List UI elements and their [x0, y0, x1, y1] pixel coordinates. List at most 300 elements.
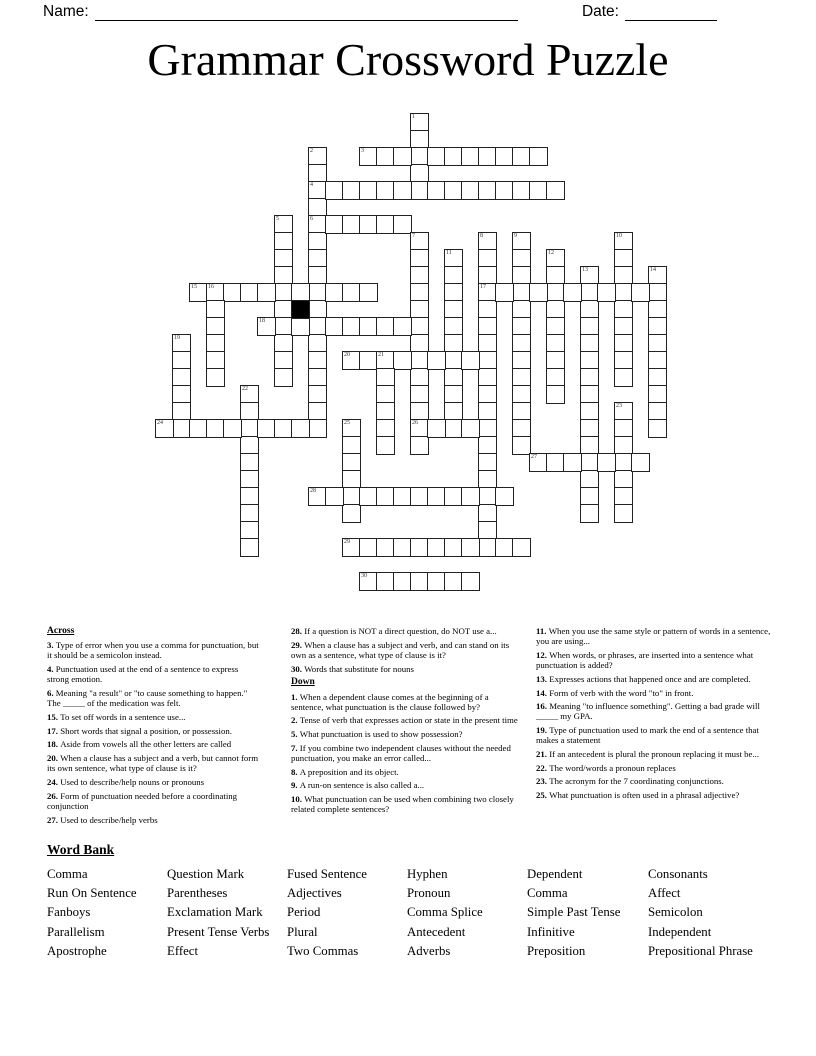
grid-cell[interactable]: [410, 402, 429, 421]
grid-cell[interactable]: [648, 283, 667, 302]
grid-cell[interactable]: [580, 334, 599, 353]
grid-cell[interactable]: [512, 368, 531, 387]
grid-cell[interactable]: [240, 504, 259, 523]
grid-cell[interactable]: [597, 283, 616, 302]
grid-cell[interactable]: [563, 453, 582, 472]
grid-cell[interactable]: [410, 249, 429, 268]
grid-cell[interactable]: [308, 351, 327, 370]
grid-cell[interactable]: [308, 402, 327, 421]
grid-cell[interactable]: [614, 300, 633, 319]
grid-cell[interactable]: [376, 368, 395, 387]
grid-cell[interactable]: [274, 351, 293, 370]
word-bank-item: Preposition: [527, 943, 586, 958]
cell-number: 4: [310, 182, 313, 188]
grid-cell[interactable]: [342, 436, 361, 455]
grid-cell[interactable]: [478, 368, 497, 387]
grid-cell[interactable]: [206, 283, 225, 302]
grid-cell[interactable]: [376, 538, 395, 557]
grid-cell[interactable]: [274, 300, 293, 319]
grid-cell[interactable]: [410, 368, 429, 387]
name-label: Name:: [43, 3, 89, 20]
grid-cell[interactable]: [529, 181, 548, 200]
grid-cell[interactable]: [648, 317, 667, 336]
grid-cell[interactable]: [223, 283, 242, 302]
clue-item: 21. If an antecedent is plural the pronoun replacing it must be...: [536, 749, 760, 760]
grid-cell[interactable]: [546, 334, 565, 353]
grid-cell[interactable]: [648, 368, 667, 387]
grid-cell[interactable]: [206, 419, 225, 438]
grid-cell[interactable]: [410, 164, 429, 183]
grid-cell[interactable]: [257, 283, 276, 302]
grid-cell[interactable]: [342, 504, 361, 523]
grid-cell[interactable]: [512, 317, 531, 336]
grid-cell[interactable]: [325, 181, 344, 200]
grid-cell[interactable]: [478, 538, 497, 557]
word-bank-item: Comma: [47, 867, 88, 881]
grid-cell[interactable]: [223, 419, 242, 438]
grid-cell[interactable]: [512, 436, 531, 455]
grid-cell[interactable]: [427, 487, 446, 506]
grid-cell[interactable]: [342, 317, 361, 336]
grid-cell[interactable]: [444, 147, 463, 166]
grid-cell[interactable]: [291, 283, 310, 302]
grid-cell[interactable]: [410, 181, 429, 200]
grid-cell[interactable]: [580, 385, 599, 404]
grid-cell[interactable]: [478, 249, 497, 268]
grid-cell[interactable]: [478, 385, 497, 404]
grid-cell[interactable]: [461, 572, 480, 591]
grid-cell[interactable]: [274, 266, 293, 285]
grid-cell[interactable]: [308, 266, 327, 285]
grid-cell[interactable]: [546, 317, 565, 336]
grid-cell[interactable]: [546, 249, 565, 268]
grid-cell[interactable]: [512, 283, 531, 302]
grid-cell[interactable]: [240, 521, 259, 540]
clue-item: 15. To set off words in a sentence use...: [47, 711, 186, 722]
grid-cell[interactable]: [410, 266, 429, 285]
cell-number: 18: [259, 318, 265, 324]
grid-cell[interactable]: [444, 402, 463, 421]
grid-cell[interactable]: [648, 351, 667, 370]
grid-cell[interactable]: [359, 572, 378, 591]
grid-cell[interactable]: [172, 402, 191, 421]
grid-cell[interactable]: [274, 249, 293, 268]
clue-number: 28.: [291, 626, 305, 636]
name-line[interactable]: [95, 5, 518, 21]
grid-cell[interactable]: [393, 215, 412, 234]
grid-cell[interactable]: [410, 147, 429, 166]
grid-cell[interactable]: [444, 249, 463, 268]
grid-cell[interactable]: [478, 283, 497, 302]
grid-cell[interactable]: [206, 351, 225, 370]
grid-cell[interactable]: [342, 215, 361, 234]
grid-cell[interactable]: [376, 572, 395, 591]
grid-cell[interactable]: [308, 215, 327, 234]
clue-number: 15.: [47, 711, 61, 722]
grid-cell[interactable]: [512, 249, 531, 268]
grid-cell[interactable]: [172, 385, 191, 404]
grid-cell[interactable]: [444, 419, 463, 438]
grid-cell[interactable]: [376, 419, 395, 438]
grid-cell[interactable]: [614, 436, 633, 455]
grid-cell[interactable]: [325, 283, 344, 302]
grid-cell[interactable]: [308, 198, 327, 217]
grid-cell[interactable]: [648, 300, 667, 319]
cell-number: 9: [514, 233, 517, 239]
word-bank-item: Parentheses: [167, 886, 228, 901]
cell-number: 3: [361, 148, 364, 154]
grid-cell[interactable]: [359, 351, 378, 370]
grid-cell[interactable]: [410, 334, 429, 353]
grid-cell[interactable]: [189, 419, 208, 438]
grid-cell[interactable]: [240, 538, 259, 557]
grid-cell[interactable]: [342, 453, 361, 472]
grid-cell[interactable]: [308, 419, 327, 438]
grid-cell[interactable]: [172, 368, 191, 387]
grid-cell[interactable]: [546, 368, 565, 387]
grid-cell[interactable]: [291, 419, 310, 438]
grid-cell[interactable]: [512, 351, 531, 370]
grid-cell[interactable]: [308, 147, 327, 166]
grid-cell[interactable]: [512, 181, 531, 200]
grid-cell[interactable]: [512, 538, 531, 557]
grid-cell[interactable]: [444, 181, 463, 200]
grid-cell[interactable]: [580, 453, 599, 472]
grid-cell[interactable]: [614, 419, 633, 438]
grid-cell[interactable]: [478, 232, 497, 251]
grid-cell[interactable]: [206, 368, 225, 387]
grid-cell[interactable]: [359, 181, 378, 200]
word-bank-header: Word Bank: [47, 842, 115, 857]
word-bank-item: Run On Sentence: [47, 886, 137, 901]
grid-cell[interactable]: [631, 283, 650, 302]
grid-cell[interactable]: [648, 419, 667, 438]
grid-cell[interactable]: [308, 249, 327, 268]
clues-column-mixed: [291, 626, 523, 818]
grid-cell[interactable]: [410, 232, 429, 251]
grid-cell[interactable]: [206, 334, 225, 353]
grid-cell[interactable]: [359, 317, 378, 336]
grid-cell[interactable]: [325, 317, 344, 336]
cell-number: 10: [616, 233, 622, 239]
grid-cell[interactable]: [189, 283, 208, 302]
grid-cell[interactable]: [274, 419, 293, 438]
grid-cell[interactable]: [240, 436, 259, 455]
grid-cell[interactable]: [478, 181, 497, 200]
grid-cell[interactable]: [478, 419, 497, 438]
date-line[interactable]: [625, 5, 717, 21]
grid-cell[interactable]: [614, 470, 633, 489]
grid-cell[interactable]: [274, 368, 293, 387]
grid-cell[interactable]: [580, 317, 599, 336]
grid-cell[interactable]: [495, 283, 514, 302]
grid-cell[interactable]: [240, 470, 259, 489]
grid-cell[interactable]: [342, 470, 361, 489]
grid-cell[interactable]: [291, 317, 310, 336]
grid-cell[interactable]: [342, 419, 361, 438]
grid-cell[interactable]: [546, 266, 565, 285]
grid-cell[interactable]: [444, 317, 463, 336]
grid-cell[interactable]: [478, 487, 497, 506]
grid-cell[interactable]: [308, 334, 327, 353]
grid-cell[interactable]: [376, 385, 395, 404]
grid-cell[interactable]: [512, 402, 531, 421]
grid-cell[interactable]: [342, 487, 361, 506]
grid-cell[interactable]: [240, 419, 259, 438]
grid-cell[interactable]: [478, 300, 497, 319]
grid-cell[interactable]: [614, 351, 633, 370]
grid-cell[interactable]: [631, 453, 650, 472]
grid-cell[interactable]: [512, 385, 531, 404]
grid-cell[interactable]: [376, 351, 395, 370]
grid-cell[interactable]: [172, 334, 191, 353]
grid-cell[interactable]: [614, 249, 633, 268]
grid-cell[interactable]: [240, 402, 259, 421]
grid-cell[interactable]: [359, 147, 378, 166]
grid-cell[interactable]: [376, 181, 395, 200]
grid-cell[interactable]: [546, 385, 565, 404]
grid-cell[interactable]: [308, 164, 327, 183]
grid-cell[interactable]: [342, 351, 361, 370]
grid-cell[interactable]: [444, 351, 463, 370]
grid-cell[interactable]: [308, 232, 327, 251]
grid-cell[interactable]: [580, 436, 599, 455]
grid-cell[interactable]: [206, 300, 225, 319]
grid-cell[interactable]: [546, 453, 565, 472]
grid-cell[interactable]: [614, 368, 633, 387]
grid-cell[interactable]: [580, 419, 599, 438]
grid-cell[interactable]: [342, 538, 361, 557]
grid-cell[interactable]: [648, 334, 667, 353]
grid-cell[interactable]: [274, 232, 293, 251]
grid-cell[interactable]: [410, 419, 429, 438]
grid-cell[interactable]: [580, 283, 599, 302]
grid-cell[interactable]: [359, 538, 378, 557]
grid-cell[interactable]: [410, 385, 429, 404]
grid-cell[interactable]: [461, 419, 480, 438]
grid-cell[interactable]: [478, 453, 497, 472]
grid-cell[interactable]: [495, 538, 514, 557]
grid-cell[interactable]: [325, 215, 344, 234]
grid-cell[interactable]: [495, 147, 514, 166]
grid-cell[interactable]: [444, 538, 463, 557]
grid-cell[interactable]: [308, 487, 327, 506]
grid-cell[interactable]: [529, 147, 548, 166]
grid-cell[interactable]: [240, 283, 259, 302]
grid-cell[interactable]: [478, 402, 497, 421]
grid-cell[interactable]: [410, 572, 429, 591]
cell-number: 24: [157, 420, 163, 426]
grid-cell[interactable]: [308, 368, 327, 387]
grid-cell[interactable]: [410, 283, 429, 302]
grid-cell[interactable]: [393, 317, 412, 336]
grid-cell[interactable]: [546, 300, 565, 319]
grid-cell[interactable]: [614, 317, 633, 336]
grid-cell[interactable]: [359, 215, 378, 234]
grid-cell[interactable]: [376, 487, 395, 506]
cell-number: 19: [174, 335, 180, 341]
clue-item: 12. When words, or phrases, are inserted into a sentence what punctuation is added?: [536, 649, 754, 671]
grid-cell[interactable]: [410, 351, 429, 370]
grid-cell[interactable]: [444, 385, 463, 404]
grid-cell[interactable]: [376, 317, 395, 336]
clue-item: 8. A preposition and its object.: [291, 766, 399, 777]
grid-cell[interactable]: [580, 368, 599, 387]
grid-cell[interactable]: [614, 283, 633, 302]
grid-cell[interactable]: [393, 572, 412, 591]
grid-cell[interactable]: [461, 538, 480, 557]
grid-cell[interactable]: [580, 402, 599, 421]
grid-cell[interactable]: [155, 419, 174, 438]
grid-cell[interactable]: [444, 487, 463, 506]
grid-cell[interactable]: [325, 487, 344, 506]
grid-cell[interactable]: [393, 147, 412, 166]
grid-cell[interactable]: [427, 147, 446, 166]
grid-cell[interactable]: [308, 317, 327, 336]
grid-cell[interactable]: [648, 385, 667, 404]
grid-cell[interactable]: [308, 283, 327, 302]
grid-cell[interactable]: [257, 317, 276, 336]
grid-cell[interactable]: [274, 317, 293, 336]
grid-cell[interactable]: [614, 232, 633, 251]
grid-cell[interactable]: [478, 147, 497, 166]
grid-cell[interactable]: [478, 266, 497, 285]
grid-cell[interactable]: [461, 487, 480, 506]
grid-cell[interactable]: [580, 351, 599, 370]
grid-cell[interactable]: [563, 283, 582, 302]
grid-cell[interactable]: [427, 572, 446, 591]
grid-cell[interactable]: [376, 436, 395, 455]
grid-cell[interactable]: [393, 181, 412, 200]
grid-cell[interactable]: [172, 351, 191, 370]
grid-cell[interactable]: [342, 181, 361, 200]
grid-cell[interactable]: [512, 147, 531, 166]
grid-cell[interactable]: [495, 181, 514, 200]
clue-item: 25. What punctuation is often used in a phrasal adjective?: [536, 790, 740, 801]
grid-cell[interactable]: [580, 266, 599, 285]
grid-cell[interactable]: [546, 181, 565, 200]
grid-cell[interactable]: [342, 283, 361, 302]
grid-cell[interactable]: [206, 317, 225, 336]
grid-cell[interactable]: [308, 385, 327, 404]
grid-cell[interactable]: [410, 436, 429, 455]
grid-cell[interactable]: [512, 266, 531, 285]
grid-cell[interactable]: [410, 130, 429, 149]
grid-cell[interactable]: [172, 419, 191, 438]
grid-cell[interactable]: [240, 453, 259, 472]
grid-cell[interactable]: [376, 147, 395, 166]
grid-cell[interactable]: [240, 385, 259, 404]
grid-cell[interactable]: [512, 300, 531, 319]
grid-cell[interactable]: [427, 538, 446, 557]
grid-cell[interactable]: [512, 232, 531, 251]
grid-cell[interactable]: [393, 487, 412, 506]
grid-cell[interactable]: [512, 334, 531, 353]
grid-cell[interactable]: [410, 487, 429, 506]
grid-cell[interactable]: [580, 300, 599, 319]
grid-cell[interactable]: [461, 181, 480, 200]
grid-cell[interactable]: [648, 266, 667, 285]
grid-cell[interactable]: [444, 283, 463, 302]
grid-cell[interactable]: [274, 283, 293, 302]
grid-cell[interactable]: [512, 419, 531, 438]
grid-cell[interactable]: [274, 334, 293, 353]
word-bank-item: Prepositional Phrase: [648, 943, 753, 958]
grid-cell[interactable]: [580, 504, 599, 523]
grid-cell[interactable]: [529, 453, 548, 472]
grid-cell[interactable]: [478, 317, 497, 336]
grid-cell[interactable]: [478, 470, 497, 489]
grid-cell[interactable]: [444, 266, 463, 285]
grid-cell[interactable]: [444, 572, 463, 591]
grid-cell[interactable]: [597, 453, 616, 472]
grid-cell[interactable]: [240, 487, 259, 506]
grid-cell[interactable]: [614, 487, 633, 506]
grid-cell[interactable]: [410, 113, 429, 132]
grid-cell[interactable]: [427, 351, 446, 370]
grid-cell[interactable]: [376, 215, 395, 234]
grid-cell[interactable]: [478, 436, 497, 455]
grid-cell[interactable]: [614, 453, 633, 472]
grid-cell[interactable]: [648, 402, 667, 421]
down-header: Down: [291, 677, 315, 688]
grid-cell[interactable]: [580, 487, 599, 506]
grid-cell[interactable]: [461, 351, 480, 370]
grid-cell[interactable]: [308, 300, 327, 319]
grid-cell[interactable]: [444, 368, 463, 387]
grid-cell[interactable]: [529, 283, 548, 302]
grid-cell[interactable]: [359, 283, 378, 302]
grid-cell[interactable]: [495, 487, 514, 506]
grid-cell[interactable]: [444, 334, 463, 353]
word-bank-item: Adjectives: [287, 886, 342, 901]
grid-cell[interactable]: [257, 419, 276, 438]
clue-number: 13.: [536, 673, 550, 684]
clue-number: 24.: [47, 776, 61, 787]
cell-number: 8: [480, 233, 483, 239]
grid-cell[interactable]: [427, 419, 446, 438]
grid-cell[interactable]: [444, 300, 463, 319]
grid-cell[interactable]: [614, 402, 633, 421]
grid-cell[interactable]: [359, 487, 378, 506]
grid-cell[interactable]: [478, 521, 497, 540]
grid-cell[interactable]: [614, 504, 633, 523]
grid-cell[interactable]: [478, 334, 497, 353]
grid-cell[interactable]: [410, 317, 429, 336]
word-bank-item: Fused Sentence: [287, 867, 367, 881]
grid-cell[interactable]: [274, 215, 293, 234]
grid-cell[interactable]: [546, 283, 565, 302]
grid-cell[interactable]: [308, 181, 327, 200]
clue-item: 7. If you combine two independent clauses without the needed punctuation, you make an error called...: [291, 742, 511, 764]
grid-cell[interactable]: [393, 351, 412, 370]
grid-cell[interactable]: [478, 504, 497, 523]
grid-cell[interactable]: [478, 351, 497, 370]
grid-cell[interactable]: [376, 402, 395, 421]
grid-cell[interactable]: [410, 300, 429, 319]
grid-cell[interactable]: [546, 351, 565, 370]
grid-cell[interactable]: [580, 470, 599, 489]
grid-cell[interactable]: [427, 181, 446, 200]
grid-cell[interactable]: [461, 147, 480, 166]
grid-cell[interactable]: [614, 266, 633, 285]
grid-cell[interactable]: [614, 334, 633, 353]
cell-number: 30: [361, 573, 367, 579]
clue-item: 6. Meaning "a result" or "to cause something to happen." The _____ of the medication was felt.: [47, 688, 248, 709]
grid-cell[interactable]: [410, 538, 429, 557]
grid-cell[interactable]: [393, 538, 412, 557]
clue-number: 25.: [536, 790, 550, 801]
